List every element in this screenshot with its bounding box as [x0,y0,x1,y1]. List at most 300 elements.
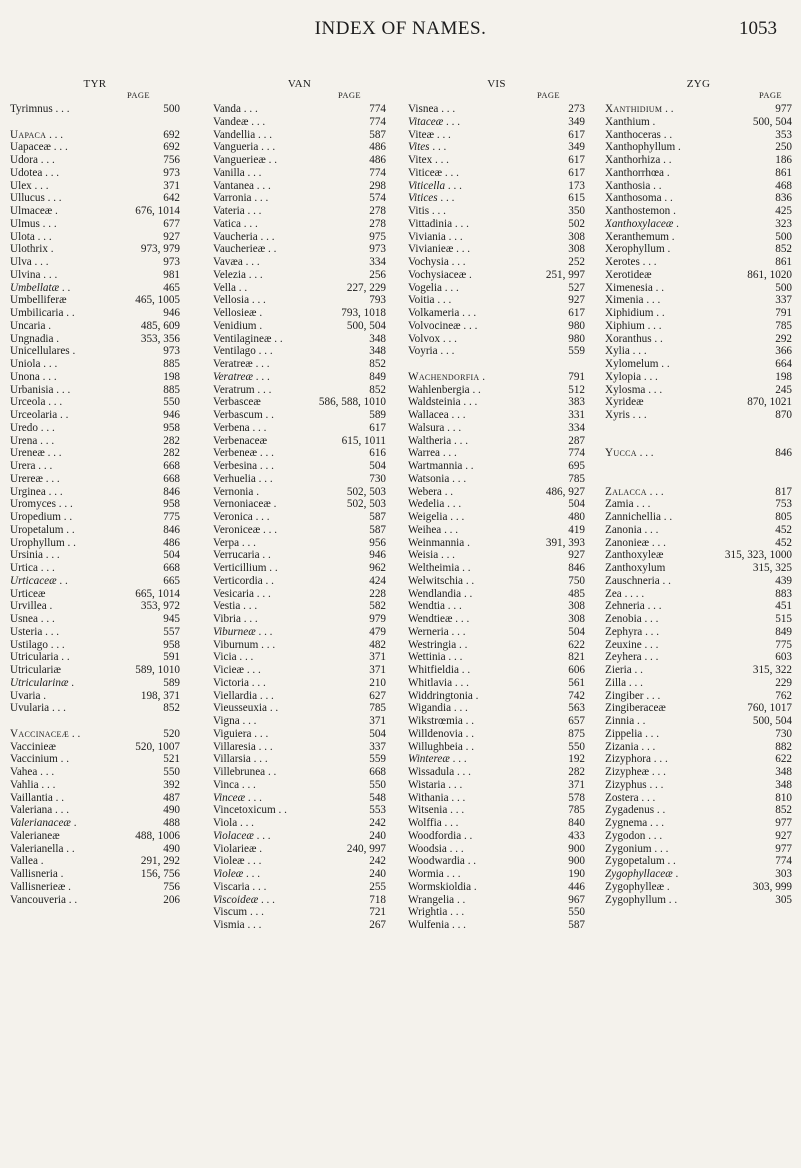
index-entry [10,358,180,371]
entry-name: Viscum [213,906,248,919]
index-entry [213,562,386,575]
entry-list [605,103,792,906]
index-entry [213,486,386,499]
entry-page: 371 [369,715,386,727]
entry-page: 308 [568,243,585,256]
entry-page: 348 [369,345,386,358]
leader-dots: . . . [438,103,456,115]
index-entry [213,498,386,511]
entry-name: Vanilla [213,166,245,179]
entry-name: Weinmannia [408,536,465,549]
entry-page: 785 [369,702,386,715]
index-entry [213,549,386,562]
leader-dots: . . . [250,753,268,766]
entry-page: 251, 997 [545,268,585,281]
leader-dots: . . . [434,294,452,307]
entry-name: Viticella [408,179,446,192]
index-entry [10,702,180,715]
entry-name: Vallisnerieæ [10,880,66,893]
leader-dots: . . . [258,893,275,906]
entry-name: Ulothrix [10,243,48,256]
index-entry [213,575,386,588]
leader-dots: . . . [626,676,643,689]
index-entry [605,549,792,562]
index-entry [408,103,585,116]
leader-dots: . . . [441,523,459,536]
leader-dots: . [46,600,53,613]
entry-page: 512 [568,383,585,396]
entry-page: 973 [369,243,386,256]
leader-dots: . [664,243,671,256]
entry-page: 173 [568,179,585,192]
leader-dots: . . . [445,179,462,192]
leader-dots: . . . [51,141,68,154]
leader-dots: . . . [40,268,58,281]
index-entry [408,855,585,868]
leader-dots: . . . [252,358,270,370]
entry-page: 774 [369,103,386,115]
index-entry [408,192,585,205]
index-entry [408,129,585,142]
entry-name: Wikstrœmia [408,715,463,727]
index-entry [10,269,180,282]
entry-name: Verbasceæ [213,396,261,409]
entry-name: Verbena [213,421,250,434]
index-entry [605,511,792,524]
entry-name: Zizypheæ [605,766,650,778]
entry-name: Vandeæ [213,115,249,128]
index-entry [408,435,585,448]
entry-name: Xylosma [605,383,646,396]
entry-page: 487 [163,791,180,804]
entry-page: 446 [568,880,585,893]
index-entry [408,167,585,180]
index-entry [10,753,180,766]
entry-name: Verbascum [213,409,263,421]
entry-name: Wrightia [408,906,448,919]
entry-page: 282 [163,447,180,460]
entry-name: Uapaca [10,128,47,141]
entry-name: Volkameria [408,307,460,319]
index-entry [605,753,792,766]
entry-name: Urticeæ [10,587,46,600]
index-entry [605,741,792,754]
entry-page: 742 [568,689,585,702]
leader-dots: . . . [55,498,73,511]
entry-name: Zanonia [605,523,642,536]
index-entry [10,677,180,690]
entry-name: Zalacca [605,485,647,498]
entry-name: Umbellatæ [10,281,60,294]
index-entry [213,154,386,167]
leader-dots: . . [464,855,477,868]
index-entry [213,231,386,244]
entry-page: 617 [568,128,585,141]
entry-page: 349 [568,141,585,154]
leader-dots: . [45,319,51,332]
leader-dots: . . [462,740,475,753]
index-entry [213,307,386,320]
entry-page: 229 [775,676,792,689]
index-entry [408,256,585,269]
entry-page: 668 [369,766,386,778]
entry-page: 979 [369,613,386,625]
entry-name: Ventilago [213,345,256,358]
leader-dots: . . . [37,766,55,778]
entry-name: Wissadula [408,766,455,778]
page-number: 1053 [739,18,777,39]
leader-dots: . . . [52,103,70,115]
leader-dots: . . . [257,460,274,472]
entry-page: 861 [775,256,792,268]
index-entry [10,690,180,703]
entry-name: Woodwardia [408,855,465,868]
entry-name: Zauschneria [605,574,660,587]
leader-dots: . . . [445,651,463,664]
entry-page: 586, 588, 1010 [318,396,386,409]
index-entry [605,294,792,307]
entry-name: Zingiberaceæ [605,702,666,715]
entry-name: Woodfordia [408,829,462,842]
entry-name: Vites [408,141,430,154]
entry-name: Zehneria [605,600,645,613]
index-entry [605,830,792,843]
entry-name: Violeæ [213,855,245,868]
entry-name: Waldsteinia [408,396,461,409]
entry-page: 980 [568,319,585,332]
leader-dots: . . . [449,472,467,485]
index-entry [213,205,386,218]
leader-dots: . [466,268,472,281]
entry-name: Vaucheria [213,230,258,243]
leader-dots: . . . [37,562,55,574]
entry-page: 668 [163,460,180,472]
leader-dots: . [669,230,675,243]
entry-page: 587 [568,919,585,931]
entry-name: Ustilago [10,638,48,651]
leader-dots: . . . [34,230,52,243]
entry-name: Zephyra [605,625,643,638]
index-entry [408,384,585,397]
entry-page: 587 [369,523,386,536]
index-entry [408,843,585,856]
leader-dots: . . . [255,472,273,485]
leader-dots: . . . [651,842,669,855]
entry-page: 852 [775,804,792,817]
leader-dots: . . [459,562,471,574]
entry-name: Valerianeæ [10,829,60,842]
index-entry [213,626,386,639]
entry-page: 587 [369,511,386,523]
entry-page: 419 [568,523,585,536]
entry-name: Volvocineæ [408,319,461,332]
leader-dots: . . . [647,817,665,829]
index-entry [213,256,386,269]
entry-page: 574 [369,192,386,205]
entry-page: 267 [369,919,386,931]
entry-name: Umbilicaria [10,307,64,319]
leader-dots: . [471,880,477,893]
leader-dots: . . [660,154,672,166]
leader-dots: . . [63,842,75,855]
leader-dots: . . [265,766,277,778]
leader-dots: . . . [47,638,65,651]
leader-dots: . . . [42,472,60,485]
entry-page: 760, 1017 [747,702,792,715]
leader-dots: . . . [639,256,657,268]
entry-name: Vitis [408,205,430,217]
leader-dots: . . . [646,778,664,791]
index-entry [213,868,386,881]
index-entry [605,600,792,613]
leader-dots: . . . [240,613,258,625]
entry-name: Vatica [213,217,241,230]
entry-name: Velezia [213,268,246,281]
index-entry [10,218,180,231]
leader-dots: . . [60,511,73,523]
index-entry [605,384,792,397]
entry-name: Urera [10,460,36,472]
column-range-label: TYR [83,78,107,90]
blank-line [605,422,792,435]
entry-name: Vitices [408,192,438,205]
leader-dots: . . . [237,817,254,829]
leader-dots: . . . [447,906,465,919]
index-entry [408,460,585,473]
entry-page: 927 [163,230,180,243]
entry-name: Wrangelia [408,893,455,906]
entry-name: Zygopetalum [605,855,665,868]
leader-dots: . [673,217,679,230]
entry-name: Uromyces [10,498,56,511]
index-entry [213,677,386,690]
index-entry [408,243,585,256]
index-entry [605,702,792,715]
entry-name: Veroniceæ [213,523,261,536]
leader-dots: . . . [239,536,256,549]
index-entry [10,868,180,881]
leader-dots: . . . [452,676,469,689]
entry-name: Xerotes [605,256,640,268]
entry-name: Viscoideæ [213,893,259,906]
entry-name: Ulvina [10,268,41,281]
index-entry [605,843,792,856]
page-column-label: PAGE [758,90,782,100]
entry-name: Ursinia [10,549,43,562]
leader-dots: . . . [451,702,468,715]
leader-dots: . . . [633,498,651,511]
leader-dots: . . . [245,791,262,804]
entry-name: Withania [408,791,449,804]
entry-page: 323 [775,217,792,230]
column-range-label: ZYG [686,78,711,90]
entry-name: Urginea [10,485,46,498]
leader-dots: . . . [643,689,661,702]
leader-dots: . . . [452,217,469,230]
leader-dots: . . [63,523,75,536]
entry-name: Widdringtonia [408,689,473,702]
index-entry [10,294,180,307]
page-header [0,18,801,42]
entry-page: 589 [369,409,386,421]
entry-page: 433 [568,829,585,842]
leader-dots: . [664,880,670,893]
entry-page: 946 [163,307,180,319]
leader-dots: . . [658,358,670,370]
leader-dots: . . . [440,447,457,460]
entry-name: Willdenovia [408,727,463,740]
entry-page: 156, 756 [140,868,180,880]
leader-dots: . . . [649,766,666,778]
entry-page: 617 [369,421,386,434]
leader-dots: . . . [38,778,56,791]
index-entry [408,371,585,384]
entry-name: Zanthoxylum [605,562,666,574]
entry-page: 756 [163,880,180,893]
entry-page: 504 [369,727,386,740]
index-entry [408,486,585,499]
index-entry [408,537,585,550]
leader-dots: . . . [31,256,49,268]
index-entry [10,728,180,741]
index-entry [10,205,180,218]
index-entry [605,345,792,358]
entry-name: Verpa [213,536,240,549]
entry-name: Vaccinaceæ [10,727,70,740]
leader-dots: . . [463,574,475,587]
entry-page: 589, 1010 [135,664,180,676]
leader-dots: . . . [429,205,446,217]
leader-dots: . . . [42,549,60,562]
entry-page: 502 [568,217,585,230]
index-entry [213,396,386,409]
entry-page: 303, 999 [752,880,792,893]
entry-name: Westringia [408,638,457,651]
entry-page: 227, 229 [346,281,386,294]
entry-page: 198, 371 [140,689,180,702]
index-entry [213,371,386,384]
entry-page: 692 [163,128,180,141]
index-entry [605,715,792,728]
index-entry [213,116,386,129]
entry-page: 695 [568,460,585,472]
entry-page: 485, 609 [140,319,180,332]
leader-dots: . . . [629,409,647,421]
index-entry [213,269,386,282]
entry-page: 774 [568,447,585,460]
entry-page: 775 [775,638,792,651]
index-entry [10,817,180,830]
entry-name: Wettinia [408,651,446,664]
index-entry [213,664,386,677]
entry-list [213,103,386,932]
entry-name: Vateria [213,205,245,217]
leader-dots: . . . [448,256,466,268]
entry-name: Watsonia [408,472,450,485]
entry-name: Viola [213,817,238,829]
index-entry [10,371,180,384]
index-entry [408,218,585,231]
index-entry [605,154,792,167]
leader-dots: . . . [643,294,661,307]
index-entry [213,702,386,715]
index-entry [408,817,585,830]
leader-dots: . . [462,460,474,472]
entry-name: Uvularia [10,702,50,715]
index-entry [10,422,180,435]
leader-dots: . . [462,715,475,727]
index-entry [10,345,180,358]
leader-dots: . . . [46,128,64,141]
entry-name: Verbesina [213,460,258,472]
leader-dots: . . . [37,613,55,625]
leader-dots: . . [462,727,475,740]
blank-line [10,715,180,728]
entry-page: 348 [369,332,386,345]
leader-dots: . . . [258,638,276,651]
entry-name: Xanthosoma [605,192,662,205]
entry-name: Vitex [408,154,433,166]
leader-dots: . . . [53,383,71,396]
index-entry [10,881,180,894]
leader-dots: . . . [254,587,271,600]
entry-page: 718 [369,893,386,906]
entry-page: 190 [568,868,585,880]
entry-page: 502, 503 [346,485,386,498]
entry-name: Zizania [605,740,639,753]
entry-page: 504 [163,549,180,562]
entry-name: Tyrimnus [10,103,53,115]
index-entry [408,753,585,766]
entry-page: 945 [163,613,180,625]
leader-dots: . . . [245,268,263,281]
leader-dots: . . . [244,919,262,931]
entry-page: 870 [775,409,792,421]
leader-dots: . . . [448,409,466,421]
index-entry [10,167,180,180]
entry-name: Veratreæ [213,358,253,370]
entry-name: Vella [213,281,236,294]
index-entry [605,231,792,244]
leader-dots: . . [271,332,283,345]
leader-dots: . . . [260,523,277,536]
entry-name: Umbelliferæ [10,294,67,307]
leader-dots: . . [461,829,473,842]
blank-line [605,435,792,448]
leader-dots: . . . [40,358,58,370]
leader-dots: . . [52,791,65,804]
leader-dots: . . [259,549,271,562]
entry-page: 578 [568,791,585,804]
leader-dots: . . . [629,345,647,358]
index-entry [605,537,792,550]
entry-page: 668 [163,562,180,574]
index-entry [10,894,180,907]
entry-page: 392 [163,778,180,791]
entry-page: 875 [568,727,585,740]
entry-name: Veratreæ [213,370,253,383]
leader-dots: . . . [239,715,257,727]
entry-name: Xanthorrhœa [605,166,665,179]
index-entry [213,792,386,805]
leader-dots: . . [654,804,666,817]
entry-name: Ulex [10,179,32,192]
index-entry [605,894,792,907]
leader-dots: . . . [49,702,66,715]
entry-name: Wistaria [408,778,446,791]
leader-dots: . . . [37,421,55,434]
entry-name: Xylomelum [605,358,659,370]
